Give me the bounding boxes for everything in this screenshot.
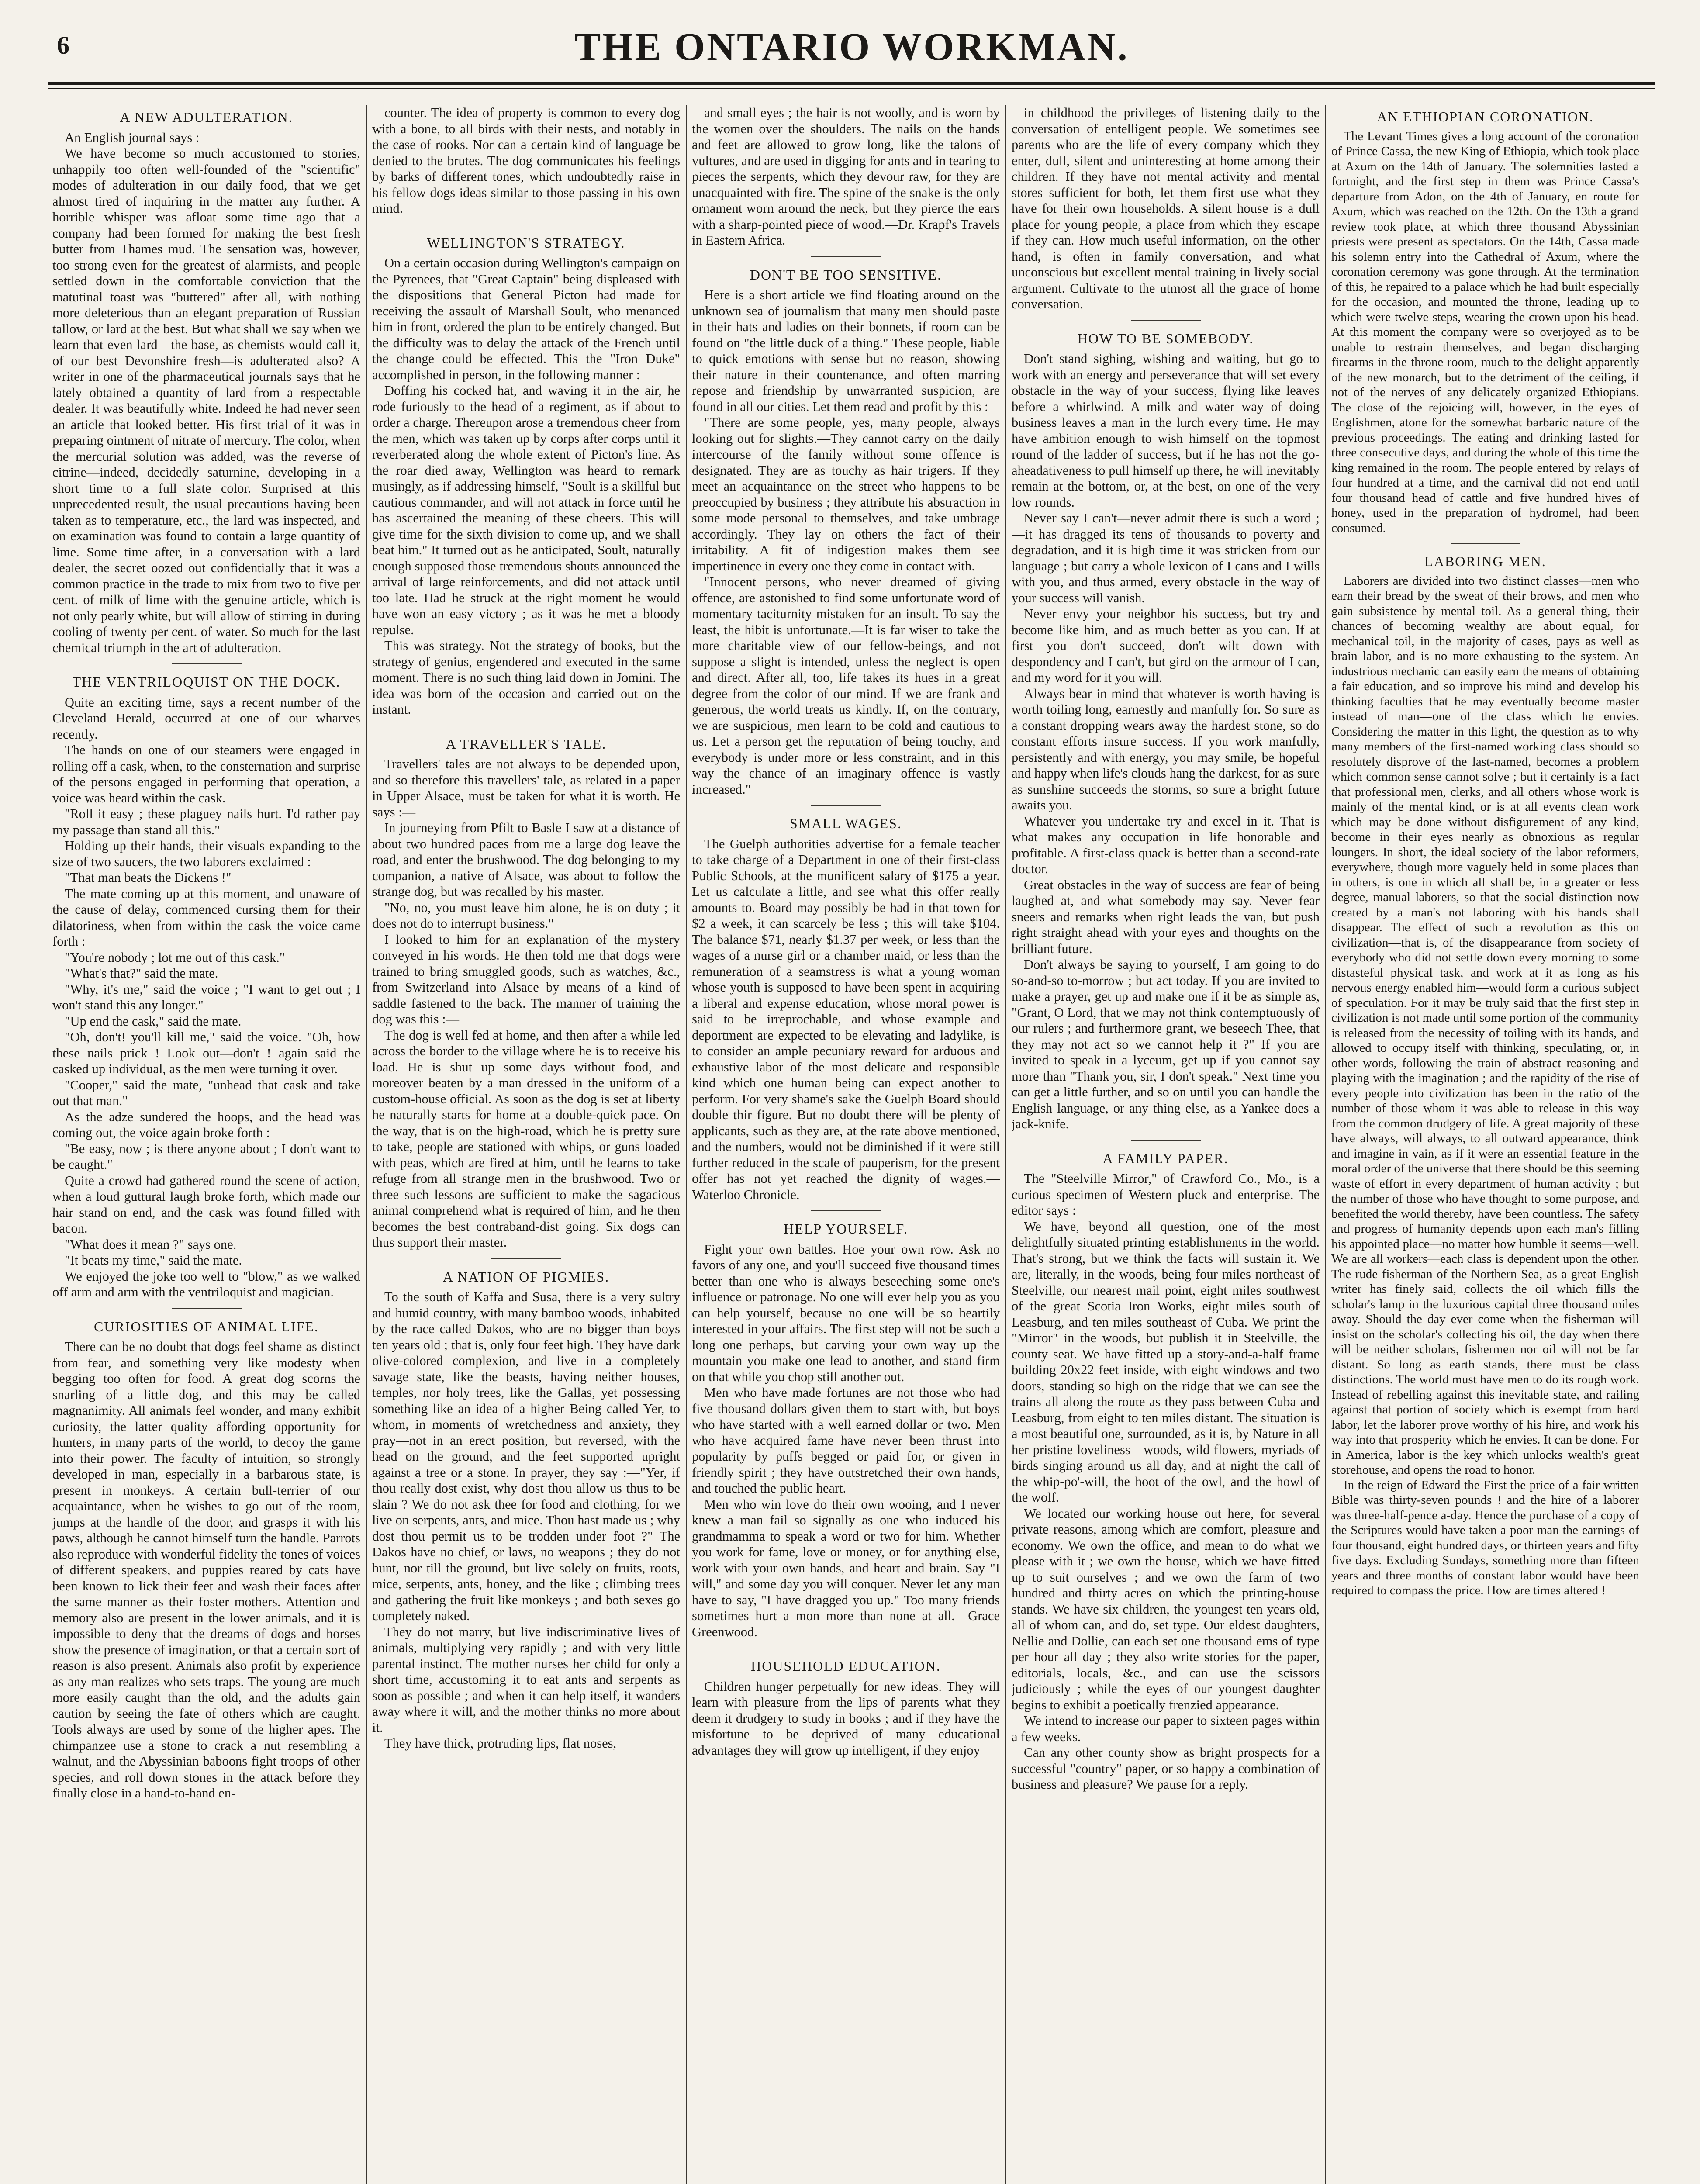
- article-paragraph: An English journal says :: [65, 130, 200, 145]
- article-paragraph: We have become so much accustomed to stories, unhappily too often well-founded of the "scientific" modes of adulteration in our daily food, that we get almost tired of inquiring in the matter any further. A horrible whisper was afloat some time ago that a company had been formed for making the best fresh butter from Thames mud. The sensation was, however, too strong even for the greatest of alarmists, and people settled down in the comfortable conviction that the matutinal toast was "buttered" after all, with nothing more deleterious than an elegant preparation of Russian tallow, or lard at the best. But what shall we say when we learn that even lard—the base, as chemists would call it, of our best Devonshire fresh—is adulterated also? A writer in one of the pharmaceutical journals says that he lately obtained a quantity of lard from a respectable dealer. It was beautifully white. Indeed he had never seen an article that looked better. His first trial of it was in preparing ointment of nitrate of mercury. The color, when the mercurial solution was added, was the reverse of citrine—indeed, decidedly saturnine, developing in a short time to a full slate color. Surprised at this unprecedented result, the usual precautions having been taken as to temperature, etc., the lard was inspected, and on examination was found to contain a large quantity of lime. Some time after, in a conversation with a lard dealer, the secret oozed out confidentially that it was a common practice in the trade to mix from two to five per cent. of milk of lime with the genuine article, which is not only pearly white, but will allow of stirring in during cooling of twenty per cent. of water. So much for the last chemical triumph in the art of adulteration.: [52, 146, 360, 655]
- article-paragraph: "Oh, don't! you'll kill me," said the voice. "Oh, how these nails prick ! Look out—don't ! again said the casked up individual, as the men were turning it over.: [52, 1030, 360, 1076]
- article: [372, 235, 680, 718]
- article-paragraph: Quite an exciting time, says a recent number of the Cleveland Herald, occurred at one of our wharves recently.: [52, 695, 360, 742]
- article-paragraph: "Why, it's me," said the voice ; "I want to get out ; I won't stand this any longer.": [52, 981, 360, 1013]
- article-headline: HELP YOURSELF.: [784, 1221, 908, 1237]
- article: [1331, 554, 1639, 1598]
- article-headline: A TRAVELLER'S TALE.: [446, 736, 607, 752]
- article-paragraph: Don't stand sighing, wishing and waiting, but go to work with an energy and perseverance that will set every obstacle in the way of your success, flying like leaves before a whirlwind. A milk and water way of doing business leaves a man in the lurch every time. He may have ambition enough to wish himself on the topmost round of the ladder of success, but if he has not the go-aheadativeness to pull himself up there, he will inevitably remain at the bottom, or, at the best, on one of the very low rounds.: [1012, 351, 1320, 510]
- article-paragraph: The dog is well fed at home, and then after a while led across the border to the village where he is to receive his load. He is shut up some days without food, and moreover beaten by a man dressed in the uniform of a custom-house official. As soon as the dog is set at liberty he naturally starts for home at a double-quick pace. On the way, that is on the high-road, which he is pretty sure to take, people are stationed with whips, or guns loaded with peas, which are fired at him, until he learns to take refuge from all strange men in the brushwood. Two or three such lessons are sufficient to make the sagacious animal comprehend what is required of him, and he then becomes the best contraband-dist going. Six dogs can thus support their master.: [372, 1027, 680, 1250]
- article-separator: [172, 1308, 242, 1309]
- article-paragraph: Men who have made fortunes are not those who had five thousand dollars given them to start with, but boys who have started with a well earned dollar or two. Men who have acquired fame have never been thrust into popularity by puffs begged or paid for, or given in friendly spirit ; they have outstretched their own hands, and touched the public heart.: [692, 1385, 1000, 1496]
- article: [52, 674, 360, 1300]
- article-separator: [491, 1258, 561, 1259]
- article-paragraph: Don't always be saying to yourself, I am going to do so-and-so to-morrow ; but act today. If you are invited to make a prayer, get up and make one if it be as simple as, "Grant, O Lord, that we may not think contemptuously of our rulers ; and furthermore grant, we beseech Thee, that they may not act so we cannot help it ?" If you are invited to speak in a lyceum, get up if you cannot say more than "Thank you, sir, I don't speak." Next time you can get a little further, and so on until you can handle the English language, or any thing else, as a Yankee does a jack-knife.: [1012, 957, 1320, 1131]
- article-headline: HOUSEHOLD EDUCATION.: [751, 1658, 941, 1674]
- column-1: [52, 105, 360, 2184]
- article: [372, 736, 680, 1251]
- article-separator: [172, 663, 242, 664]
- article: [52, 109, 360, 656]
- article-headline: THE VENTRILOQUIST ON THE DOCK.: [72, 674, 341, 690]
- article-paragraph: "What's that?" said the mate.: [65, 966, 218, 981]
- article: [372, 1269, 680, 1752]
- article-paragraph: "That man beats the Dickens !": [65, 870, 232, 885]
- article-paragraph: "There are some people, yes, many people, always looking out for slights.—They cannot carry on the daily intercourse of the family without some offence is designated. They are as touchy as hair trigers. If they meet an acquaintance on the street who happens to be preoccupied by business ; they attribute his abstraction in some mode personal to themselves, and take umbrage accordingly. They lay on others the fact of their irritability. A fit of indigestion makes them see impertinence in every one they come in contact with.: [692, 415, 1000, 574]
- article-paragraph: Always bear in mind that whatever is worth having is worth toiling long, earnestly and manfully for. So sure as a constant dropping wears away the hardest stone, so do constant efforts insure success. If you work manfully, persistently and with energy, you may smile, be hopeful and happy when life's clouds hang the darkest, for as sure as sunshine succeeds the storms, so sure a bright future awaits you.: [1012, 686, 1320, 812]
- article-headline: HOW TO BE SOMEBODY.: [1077, 330, 1254, 346]
- article-separator: [1451, 543, 1520, 544]
- page-number: 6: [57, 31, 69, 59]
- article-separator: [1131, 320, 1201, 321]
- article-paragraph: We located our working house out here, for several private reasons, among which are comfort, pleasure and economy. We own the office, and mean to do what we please with it ; we own the house, which we have fitted up to suit ourselves ; and we own the farm of two hundred and thirty acres on which the printing-house stands. We have six children, the youngest ten years old, all of whom can, and do, set type. Our eldest daughters, Nellie and Dollie, can each set one thousand ems of type per hour all day ; they also write stories for the paper, editorials, locals, &c., and can use the scissors judiciously ; while the eyes of our youngest daughter begins to exhibit a poetically frenzied appearance.: [1012, 1506, 1320, 1712]
- article-paragraph: Travellers' tales are not always to be depended upon, and so therefore this travellers' tale, as related in a paper in Upper Alsace, must be taken for what it is worth. He says :—: [372, 757, 680, 819]
- column-4: [1012, 105, 1320, 2184]
- article-paragraph: "Cooper," said the mate, "unhead that cask and take out that man.": [52, 1077, 360, 1108]
- masthead: [48, 13, 1655, 96]
- article-paragraph: To the south of Kaffa and Susa, there is a very sultry and humid country, with many bamboo woods, inhabited by the race called Dakos, who are no bigger than boys ten years old ; that is, only four feet high. They have dark olive-colored complexion, and live in a completely savage state, like the beasts, having neither houses, temples, nor holy trees, like the Gallas, yet possessing something like an idea of a higher Being called Yer, to whom, in moments of wretchedness and anxiety, they pray—not in an erect position, but reversed, with the head on the ground, and the feet supported upright against a tree or a stone. In prayer, they say :—"Yer, if thou really dost exist, why dost thou allow us thus to be slain ? We do not ask thee for food and clothing, for we live on serpents, ants, and mice. Thou hast made us ; why dost thou permit us to be trodden under foot ?" The Dakos have no chief, or laws, no weapons ; they do not hunt, nor till the ground, but live solely on fruits, roots, mice, serpents, ants, honey, and the like ; climbing trees and gathering the fruit like monkeys ; and both sexes go completely naked.: [372, 1289, 680, 1623]
- column-divider: [366, 105, 367, 2184]
- article: [1012, 1151, 1320, 1793]
- article-paragraph: "It beats my time," said the mate.: [65, 1253, 242, 1268]
- masthead-rule: [48, 82, 1655, 85]
- article-paragraph: Never say I can't—never admit there is such a word ;—it has dragged its tens of thousands to poverty and degradation, and it is high time it was stricken from our language ; but carry a whole lexicon of I cans and I wills with you, and thus armed, every obstacle in the way of your success will vanish.: [1012, 511, 1320, 605]
- article: [1012, 331, 1320, 1132]
- article-paragraph: Men who win love do their own wooing, and I never knew a man fail so signally as one who induced his grandmamma to speak a word or two for him. Whether you work for fame, love or money, or for anything else, work with your own hands, and heart and brain. Say "I will," and some day you will conquer. Never let any man have to say, "I have dragged you up." Too many friends sometimes hurt a mon more than none at all.—Grace Greenwood.: [692, 1496, 1000, 1639]
- article: [692, 267, 1000, 798]
- article-headline: SMALL WAGES.: [790, 816, 902, 831]
- article-paragraph: On a certain occasion during Wellington's campaign on the Pyrenees, that "Great Captain" being displeased with the dispositions that General Picton had made for receiving the assault of Marshall Soult, who menanced him in front, ordered the plan to be entirely changed. But the difficulty was to delay the attack of the French until the change could be effected. This the "Iron Duke" accomplished in person, in the following manner :: [372, 256, 680, 382]
- column-3: [692, 105, 1000, 2184]
- article-paragraph: Here is a short article we find floating around on the unknown sea of journalism that many men should paste in their hats and ladies on their bonnets, if room can be found on "the little duck of a thing." These people, liable to quick emotions with sense but no reason, showing their nature in their countenance, and often marring repose and friendship by unwarranted suspicion, are found in all our cities. Let them read and profit by this :: [692, 287, 1000, 414]
- article-paragraph: "What does it mean ?" says one.: [65, 1237, 237, 1252]
- article-paragraph: They have thick, protruding lips, flat noses,: [384, 1736, 617, 1751]
- article-headline: A NEW ADULTERATION.: [120, 109, 293, 125]
- article: [1331, 109, 1639, 536]
- column-divider: [1005, 105, 1006, 2184]
- article-paragraph: This was strategy. Not the strategy of books, but the strategy of genius, engendered and executed in the same moment. There is no such thing laid down in Jomini. The idea was born of the occasion and carried out on the instant.: [372, 638, 680, 717]
- article-separator: [811, 256, 881, 257]
- article-paragraph: Great obstacles in the way of success are fear of being laughed at, and what somebody may say. Never fear sneers and remarks when right leads the van, but push right straight ahead with your eyes and thoughts on the brilliant future.: [1012, 877, 1320, 956]
- article-headline: A NATION OF PIGMIES.: [442, 1268, 610, 1285]
- article: [692, 816, 1000, 1203]
- article-headline: DON'T BE TOO SENSITIVE.: [750, 266, 942, 283]
- article-paragraph: The "Steelville Mirror," of Crawford Co., Mo., is a curious specimen of Western pluck and enterprise. The editor says :: [1012, 1171, 1320, 1218]
- article: [372, 105, 680, 217]
- article-paragraph: The hands on one of our steamers were engaged in rolling off a cask, when, to the consternation and surprise of the persons engaged in performing that operation, a voice was heard within the cask.: [52, 743, 360, 805]
- article: [692, 1221, 1000, 1640]
- column-divider: [1325, 105, 1326, 2184]
- article-paragraph: The mate coming up at this moment, and unaware of the cause of delay, commenced cursing them for their dilatoriness, when from within the cask the voice came forth :: [52, 886, 360, 949]
- article-paragraph: "Be easy, now ; is there anyone about ; I don't want to be caught.": [52, 1141, 360, 1172]
- article-paragraph: In journeying from Pfilt to Basle I saw at a distance of about two hundred paces from me a large dog leave the road, and enter the brushwood. The dog belonging to my companion, a native of Alsace, was about to follow the strange dog, but was recalled by his master.: [372, 820, 680, 899]
- article-paragraph: "Up end the cask," said the mate.: [65, 1013, 242, 1029]
- column-5: [1331, 105, 1639, 2184]
- article-headline: CURIOSITIES OF ANIMAL LIFE.: [93, 1318, 319, 1334]
- article-paragraph: Fight your own battles. Hoe your own row. Ask no favors of any one, and you'll succeed five thousand times better than one who is always beseeching some one's influence or patronage. No one will ever help you as you can help yourself, because no one will be so heartily interested in your affairs. The first step will not be such a long one perhaps, but carving your own way up the mountain you make one lead to another, and stand firm on that while you chop still another out.: [692, 1241, 1000, 1384]
- article: [692, 1658, 1000, 1758]
- article-paragraph: Can any other county show as bright prospects for a successful "country" paper, or so happy a combination of business and pleasure? We pause for a reply.: [1012, 1745, 1320, 1792]
- article-paragraph: We have, beyond all question, one of the most delightfully situated printing establishments in the world. That's strong, but we think the facts will sustain it. We are, literally, in the woods, being four miles northeast of Steelville, our nearest mail point, eight miles southwest of the great Scotia Iron Works, eight miles south of Leasburg, and ten miles southeast of Cuba. We print the "Mirror" in the woods, but publish it in Steelville, the county seat. We have fitted up a story-and-a-half frame building 20x22 feet inside, with eight windows and two doors, standing so high on the ridge that we can see the trains all along the route as they pass between Cuba and Leasburg, from eight to ten miles distant. The situation is a most beautiful one, surrounded, as it is, by Nature in all her pristine loveliness—woods, wild flowers, myriads of birds singing around us all day, and at night the call of the whip-po'-will, the hoot of the owl, and the howl of the wolf.: [1012, 1219, 1320, 1505]
- column-2: [372, 105, 680, 2184]
- article-paragraph: There can be no doubt that dogs feel shame as distinct from fear, and something very like modesty when begging too often for food. A great dog scorns the snarling of a little dog, and this may be called magnanimity. All animals feel wonder, and many exhibit curiosity, the latter quality affording opportunity for hunters, in many parts of the world, to decoy the game into their power. The faculty of intuition, so strongly developed in man, especially in a barbarous state, is present in monkeys. A certain bull-terrier of our acquaintance, when he wishes to go out of the room, jumps at the handle of the door, and grasps it with his paws, although he cannot himself turn the handle. Parrots also reproduce with wonderful fidelity the tones of voices of different speakers, and puppies reared by cats have been known to lick their feet and wash their faces after the same manner as their foster mothers. Attention and memory also are present in the lower animals, and it is impossible to deny that the dreams of dogs and horses show the presence of imagination, or that a certain sort of reason is also present. Animals also profit by experience as any man realizes who sets traps. The young are much more easily caught than the old, and the adults gain caution by seeing the fate of others which are caught. Tools always are used by some of the higher apes. The chimpanzee use a stone to crack a nut resembling a walnut, and the Abyssinian baboons fight troops of other species, and roll down stones in the attack before they finally close in a hand-to-hand en-: [52, 1339, 360, 1800]
- masthead-rule-thin: [48, 88, 1655, 89]
- article-paragraph: "No, no, you must leave him alone, he is on duty ; it does not do to interrupt business.": [372, 900, 680, 931]
- article-paragraph: Quite a crowd had gathered round the scene of action, when a loud guttural laugh broke forth, which made our hair stand on end, and the cask was found filled with bacon.: [52, 1173, 360, 1236]
- article: [52, 1319, 360, 1801]
- article-paragraph: Doffing his cocked hat, and waving it in the air, he rode furiously to the head of a regiment, as if about to order a charge. Thereupon arose a tremendous cheer from the men, which was taken up by corps after corps until it reverberated along the whole extent of Picton's line. As the roar died away, Wellington was heard to remark musingly, as if addressing himself, "Soult is a skillful but cautious commander, and will not attack in force until he has ascertained the meaning of these cheers. This will give time for the sixth division to come up, and we shall beat him." It turned out as he anticipated, Soult, naturally enough supposed those tremendous shouts announced the arrival of large reinforcements, and did not attack until too late. Had he struck at the right moment he would have won an easy victory ; as it was he met a bloody repulse.: [372, 383, 680, 637]
- article-paragraph: Children hunger perpetually for new ideas. They will learn with pleasure from the lips of parents what they deem it drudgery to study in books ; and if they have the misfortune to be deprived of many educational advantages they will grow up intelligent, if they enjoy: [692, 1679, 1000, 1758]
- newspaper-title: THE ONTARIO WORKMAN.: [574, 25, 1129, 69]
- article-paragraph: I looked to him for an explanation of the mystery conveyed in his words. He then told me that dogs were trained to bring smuggled goods, such as watches, &c., from Switzerland into Alsace by means of a kind of saddle fastened to the back. The manner of training the dog was this :—: [372, 932, 680, 1026]
- article-paragraph: We intend to increase our paper to sixteen pages within a few weeks.: [1012, 1713, 1320, 1744]
- article-paragraph: "You're nobody ; lot me out of this cask.": [65, 950, 285, 965]
- article-paragraph: As the adze sundered the hoops, and the head was coming out, the voice again broke forth :: [52, 1109, 360, 1140]
- article-paragraph: Whatever you undertake try and excel in it. That is what makes any occupation in life honorable and profitable. A first-class quack is better than a second-rate doctor.: [1012, 813, 1320, 876]
- article-paragraph: "Innocent persons, who never dreamed of giving offence, are astonished to find some unfortunate word of momentary taciturnity mistaken for an insult. To say the least, the hibit is unfortunate.—It is far wiser to take the more charitable view of our fellow-beings, and not suppose a slight is intended, unless the neglect is open and direct. After all, too, life takes its hues in a great degree from the color of our mind. If we are frank and generous, the world treats us kindly. If, on the contrary, we are suspicious, men learn to be cold and cautious to us. Let a person get the reputation of being touchy, and everybody is under more or less constraint, and in this way the chance of an imaginary offence is vastly increased.": [692, 574, 1000, 797]
- article-separator: [1131, 1140, 1201, 1141]
- article-paragraph: In the reign of Edward the First the price of a fair written Bible was thirty-seven pounds ! and the hire of a laborer was three-half-pence a-day. Hence the purchase of a copy of the Scriptures would have taken a poor man the earnings of four thousand, eight hundred days, or thirteen years and fifty five days. Excluding Sundays, something more than fifteen years and three months of constant labor would have been required to compass the price. How are times altered !: [1331, 1478, 1639, 1597]
- article-paragraph: Never envy your neighbor his success, but try and become like him, and as much better as you can. If at first you don't succeed, don't wilt down with despondency and I can't, but gird on the armour of I can, and my word for it you will.: [1012, 606, 1320, 685]
- article-paragraph: We enjoyed the joke too well to "blow," as we walked off arm and arm with the ventriloquist and magician.: [52, 1268, 360, 1299]
- article-separator: [811, 1210, 881, 1211]
- article-paragraph: The Levant Times gives a long account of the coronation of Prince Cassa, the new King of Ethiopia, which took place at Axum on the 14th of January. The solemnities lasted a fortnight, and the first step in them was Prince Cassa's departure from Adon, on the 4th of January, en route for Axum, which was reached on the 12th. On the 13th a grand review took place, at which three thousand Abyssinian priests were present as spectators. On the 14th, Cassa made his solemn entry into the Cathedral of Axum, where the coronation ceremony was gone through. At the termination of this, he repaired to a palace which he had built especially for the occasion, and mounted the throne, leading up to which were twelve steps, wearing the crown upon his head. At this moment the company were so overjoyed as to be unable to restrain themselves, and began discharging firearms in the throne room, much to the delight apparently of the new monarch, but to the detriment of the ceiling, if not of the nerves of any delicately organized Ethiopians. The close of the rejoicing will, however, in the eyes of Englishmen, atone for the somewhat barbaric nature of the previous proceedings. The eating and drinking lasted for three consecutive days, and during the whole of this time the king remained in the room. The people entered by relays of four hundred at a time, and the carnival did not end until four thousand head of cattle and five hundred hives of honey, used in the preparation of hydromel, had been consumed.: [1331, 129, 1639, 535]
- column-divider: [686, 105, 687, 2184]
- article: [692, 105, 1000, 249]
- article-headline: LABORING MEN.: [1424, 553, 1546, 569]
- article-paragraph: counter. The idea of property is common to every dog with a bone, to all birds with their nests, and notably in the case of rooks. Nor can a certain kind of language be denied to the brutes. The dog communicates his feelings by barks of different tones, which undoubtedly raise in his fellow dogs ideas similar to those passing in his own mind.: [372, 105, 680, 216]
- article-paragraph: in childhood the privileges of listening daily to the conversation of entelligent people. We sometimes see parents who are the life of every company which they enter, dull, silent and uninteresting at home among their children. If they have not mental activity and mental stores sufficient for both, let them first use what they have for their own households. A silent house is a dull place for young people, a place from which they escape if they can. How much useful information, on the other hand, is often in family conversation, and what unconscious but excellent mental training in lively social argument. Cultivate to the utmost all the grace of home conversation.: [1012, 105, 1320, 311]
- article-headline: WELLINGTON'S STRATEGY.: [427, 235, 625, 251]
- article-paragraph: Holding up their hands, their visuals expanding to the size of two saucers, the two laborers exclaimed :: [52, 838, 360, 869]
- article-paragraph: "Roll it easy ; these plaguey nails hurt. I'd rather pay my passage than stand all this.": [52, 806, 360, 837]
- article-headline: A FAMILY PAPER.: [1102, 1150, 1229, 1166]
- article-paragraph: They do not marry, but live indiscriminative lives of animals, multiplying very rapidly ; and with very little parental instinct. The mother nurses her child for only a short time, accustoming it to eat ants and serpents as soon as possible ; and when it can help itself, it wanders away where it will, and the mother thinks no more about it.: [372, 1624, 680, 1735]
- article-headline: AN ETHIOPIAN CORONATION.: [1377, 109, 1594, 124]
- article: [1012, 105, 1320, 312]
- article-separator: [811, 805, 881, 806]
- article-paragraph: The Guelph authorities advertise for a female teacher to take charge of a Department in one of their first-class Public Schools, at the munificent salary of $175 a year. Let us calculate a little, and see what this offer really amounts to. Board may possibly be had in that town for $2 a week, it can scarcely be less ; this will take $104. The balance $71, nearly $1.37 per week, or less than the wages of a nurse girl or a chamber maid, or less than the remuneration of a seamstress is what a young woman whose youth is supposed to have been spent in acquiring a liberal and expense education, whose moral power is said to be irreprochable, and whose example and deportment are expected to be elevating and ladylike, is to consider an ample pecuniary reward for arduous and exhaustive labor of the most delicate and responsible kind which one human being can expect another to perform. For very shame's sake the Guelph Board should double thir figure. But no doubt there will be plenty of applicants, such as they are, at the rate above mentioned, and the numbers, would not be diminished if it were still further reduced in the scale of pauperism, for the present offer has not yet reached the dignity of wages.—Waterloo Chronicle.: [692, 836, 1000, 1202]
- article-paragraph: Laborers are divided into two distinct classes—men who earn their bread by the sweat of their brows, and men who gain subsistence by mental toil. As a general thing, their chances of becoming wealthy are about equal, for mechanical toil, in the majority of cases, pays as well as brain labor, and is no more exhausting to the system. An industrious mechanic can easily earn the means of obtaining a fair education, and so improve his mind and develop his thinking faculties that he may eventually become master instead of man—one of the class which he envies. Considering the matter in this light, the question as to why many members of the first-named working class should so resolutely disprove of the last-named, becomes a problem which common sense cannot solve ; but it certainly is a fact that professional men, clerks, and all others whose work is mainly of the mental kind, or is at all events clean work which may be done without disfigurement of any kind, become in their eyes nearly as obnoxious as regular loungers. In short, the ideal society of the labor reformers, everywhere, though more vaguely held in some places than in others, is one in which all shall be, in a greater or less degree, manual laborers, so that the social distinction now created by a man's not laboring with his hands shall disappear. The effect of such a revolution as this on civilization—that is, of the disappearance from society of everybody who did not settle down every morning to some distasteful physical task, and work at it as long as his nervous energy enabled him—would form a curious subject of speculation. For it may be truly said that the first step in civilization is not made until some portion of the community is released from the necessity of toiling with its hands, and allowed to occupy itself with thinking, speculating, or, in other words, following the train of abstract reasoning and playing with the imagination ; and the rapidity of the rise of every people into civilization has been in the ratio of the number of those whom it was able to release in this way from the common drudgery of life. A great majority of these have always, will always, to all outward appearance, think and imagine in vain, as if it were an essential feature in the moral order of the universe that there should be this seeming waste of effort in every department of human activity ; but the number of those who have thought to some purpose, and benefited the world thereby, have been countless. The safety and progress of humanity depends upon each man's filling his appointed place—no matter how humble it seems—well. We are all workers—each class is dependent upon the other. The rude fisherman of the Northern Sea, as a great English writer has finely said, collects the oil which fills the scholar's lamp in the luxurious capital three thousand miles away. Should the day ever come when the fisherman will insist on the scholar's collecting his oil, the day when there will be neither scholars, fishermen nor oil will not be far distant. So long as earth stands, there must be class distinctions. The world must have men to do its rough work. Instead of rebelling against this inevitable state, and railing against that portion of society which is exempt from hard labor, let the laborer prove worthy of his hire, and work his way into that prosperity which he envies. It can be done. For in America, labor is the key which unlocks wealth's great storehouse, and opens the road to honor.: [1331, 574, 1639, 1477]
- article-paragraph: and small eyes ; the hair is not woolly, and is worn by the women over the shoulders. The nails on the hands and feet are allowed to grow long, like the talons of vultures, and are used in digging for ants and in tearing to pieces the serpents, which they devour raw, for they are unacquainted with fire. The spine of the snake is the only ornament worn around the neck, but they pierce the ears with a sharp-pointed piece of wood.—Dr. Krapf's Travels in Eastern Africa.: [692, 105, 1000, 248]
